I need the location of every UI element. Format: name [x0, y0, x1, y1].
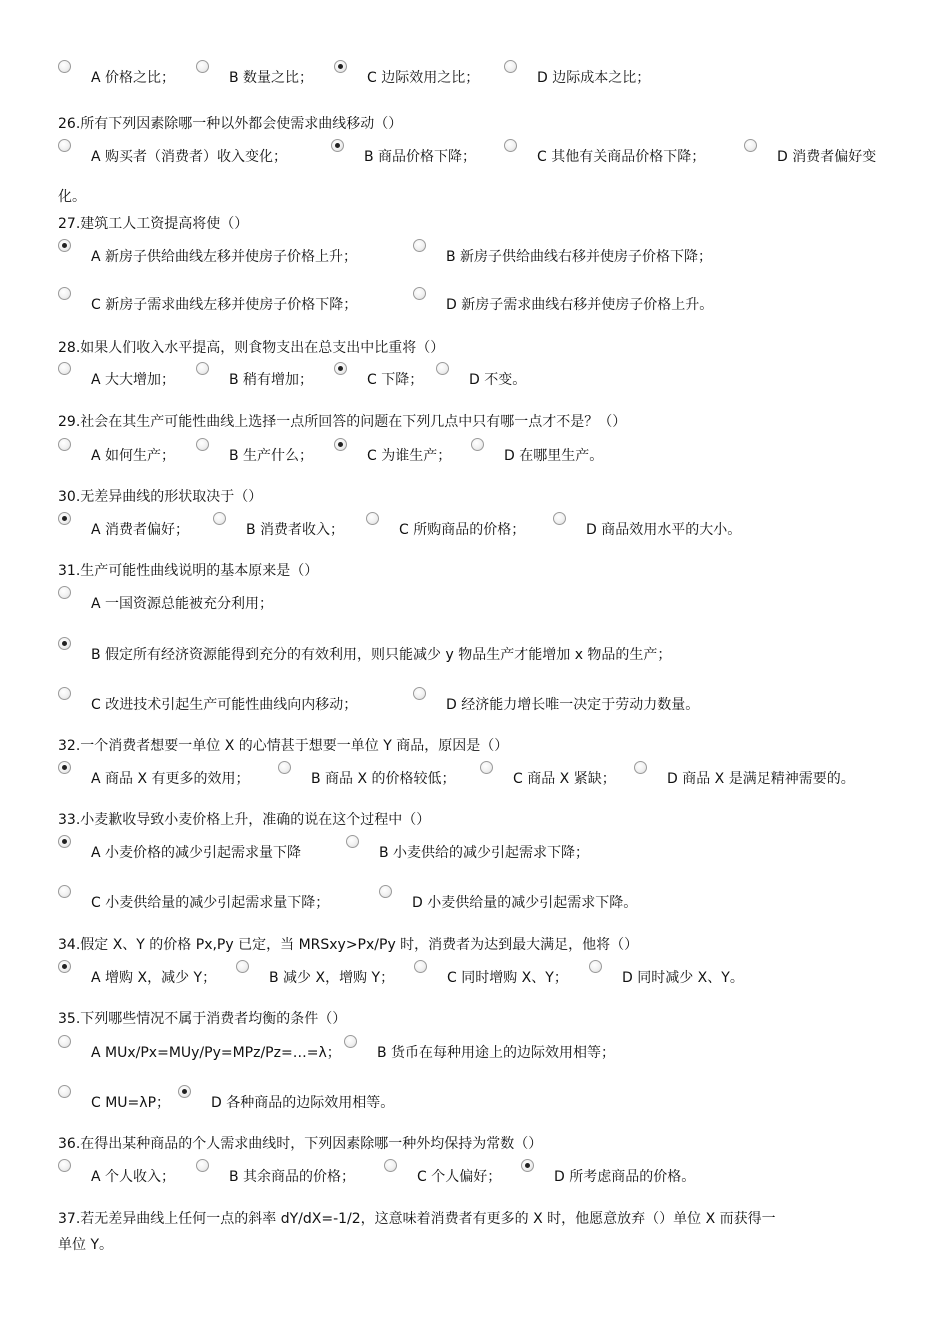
radio-checked-icon[interactable]	[58, 239, 71, 252]
option-label: A 一国资源总能被充分利用；	[91, 596, 274, 612]
option-label: B 新房子供给曲线右移并使房子价格下降；	[446, 249, 713, 265]
option-label: B 货币在每种用途上的边际效用相等；	[377, 1045, 616, 1061]
option-label: A 如何生产；	[91, 448, 176, 464]
question-title: 34.假定 X、Y 的价格 Px,Py 已定，当 MRSxy>Px/Py 时，消费者为达到最大满足，他将（）	[58, 937, 639, 953]
radio-unchecked-icon[interactable]	[504, 60, 517, 73]
radio-unchecked-icon[interactable]	[384, 1159, 397, 1172]
radio-checked-icon[interactable]	[334, 362, 347, 375]
option-label: B 生产什么；	[229, 448, 314, 464]
option-label: A 个人收入；	[91, 1169, 176, 1185]
radio-checked-icon[interactable]	[58, 835, 71, 848]
option-label: B 数量之比；	[229, 70, 314, 86]
question-title: 26.所有下列因素除哪一种以外都会使需求曲线移动（）	[58, 116, 403, 132]
question-title: 37.若无差异曲线上任何一点的斜率 dY/dX=-1/2，这意味着消费者有更多的 X 时，他愿意放弃（）单位 X 而获得一	[58, 1211, 776, 1227]
option-label: C 小麦供给量的减少引起需求量下降；	[91, 895, 330, 911]
option-label: A 大大增加；	[91, 372, 176, 388]
option-label: A 购买者（消费者）收入变化；	[91, 149, 288, 165]
option-label: C 其他有关商品价格下降；	[537, 149, 706, 165]
radio-unchecked-icon[interactable]	[413, 239, 426, 252]
text-continuation: 单位 Y。	[58, 1237, 114, 1253]
radio-unchecked-icon[interactable]	[346, 835, 359, 848]
radio-unchecked-icon[interactable]	[58, 885, 71, 898]
radio-unchecked-icon[interactable]	[344, 1035, 357, 1048]
radio-unchecked-icon[interactable]	[436, 362, 449, 375]
option-label: D 同时减少 X、Y。	[622, 970, 744, 986]
radio-checked-icon[interactable]	[334, 438, 347, 451]
question-title: 35.下列哪些情况不属于消费者均衡的条件（）	[58, 1011, 347, 1027]
option-label: D 不变。	[469, 372, 527, 388]
question-title: 28.如果人们收入水平提高，则食物支出在总支出中比重将（）	[58, 340, 445, 356]
option-label: B 商品价格下降；	[364, 149, 477, 165]
option-label: A 消费者偏好；	[91, 522, 190, 538]
option-label: C 所购商品的价格；	[399, 522, 526, 538]
question-title: 32.一个消费者想要一单位 X 的心情甚于想要一单位 Y 商品，原因是（）	[58, 738, 509, 754]
option-label: D 边际成本之比；	[537, 70, 651, 86]
radio-checked-icon[interactable]	[58, 637, 71, 650]
option-label: A 新房子供给曲线左移并使房子价格上升；	[91, 249, 358, 265]
question-title: 27.建筑工人工资提高将使（）	[58, 216, 249, 232]
option-label: B 消费者收入；	[246, 522, 345, 538]
radio-unchecked-icon[interactable]	[58, 139, 71, 152]
radio-unchecked-icon[interactable]	[58, 362, 71, 375]
radio-unchecked-icon[interactable]	[504, 139, 517, 152]
radio-unchecked-icon[interactable]	[196, 362, 209, 375]
radio-unchecked-icon[interactable]	[589, 960, 602, 973]
radio-unchecked-icon[interactable]	[379, 885, 392, 898]
radio-unchecked-icon[interactable]	[58, 438, 71, 451]
radio-unchecked-icon[interactable]	[213, 512, 226, 525]
option-label: B 减少 X，增购 Y；	[269, 970, 395, 986]
radio-unchecked-icon[interactable]	[58, 1035, 71, 1048]
option-label: D 在哪里生产。	[504, 448, 604, 464]
radio-unchecked-icon[interactable]	[58, 586, 71, 599]
option-label: C 下降；	[367, 372, 424, 388]
radio-unchecked-icon[interactable]	[58, 1159, 71, 1172]
radio-unchecked-icon[interactable]	[58, 287, 71, 300]
option-label: B 假定所有经济资源能得到充分的有效利用，则只能减少 y 物品生产才能增加 x 物品的生产；	[91, 647, 672, 663]
option-label: B 稍有增加；	[229, 372, 314, 388]
radio-checked-icon[interactable]	[58, 761, 71, 774]
radio-checked-icon[interactable]	[334, 60, 347, 73]
radio-unchecked-icon[interactable]	[414, 960, 427, 973]
radio-checked-icon[interactable]	[331, 139, 344, 152]
option-label: C 边际效用之比；	[367, 70, 480, 86]
radio-unchecked-icon[interactable]	[553, 512, 566, 525]
option-label: D 小麦供给量的减少引起需求下降。	[412, 895, 638, 911]
option-label: B 小麦供给的减少引起需求下降；	[379, 845, 590, 861]
option-label: D 经济能力增长唯一决定于劳动力数量。	[446, 697, 700, 713]
option-label: D 各种商品的边际效用相等。	[211, 1095, 395, 1111]
option-label: C 新房子需求曲线左移并使房子价格下降；	[91, 297, 358, 313]
radio-unchecked-icon[interactable]	[236, 960, 249, 973]
option-label: D 消费者偏好变	[777, 149, 877, 165]
option-label: A MUx/Px=MUy/Py=MPz/Pz=…=λ；	[91, 1045, 341, 1061]
option-label: C 为谁生产；	[367, 448, 452, 464]
radio-checked-icon[interactable]	[178, 1085, 191, 1098]
option-label: A 小麦价格的减少引起需求量下降	[91, 845, 302, 861]
option-label: A 增购 X，减少 Y；	[91, 970, 217, 986]
radio-unchecked-icon[interactable]	[196, 438, 209, 451]
question-title: 30.无差异曲线的形状取决于（）	[58, 489, 263, 505]
radio-unchecked-icon[interactable]	[413, 687, 426, 700]
option-label: C 商品 X 紧缺；	[513, 771, 616, 787]
option-label: A 商品 X 有更多的效用；	[91, 771, 250, 787]
option-label: D 商品效用水平的大小。	[586, 522, 742, 538]
option-label: D 商品 X 是满足精神需要的。	[667, 771, 855, 787]
option-label: B 其余商品的价格；	[229, 1169, 356, 1185]
radio-unchecked-icon[interactable]	[58, 1085, 71, 1098]
radio-unchecked-icon[interactable]	[413, 287, 426, 300]
radio-unchecked-icon[interactable]	[278, 761, 291, 774]
option-label: B 商品 X 的价格较低；	[311, 771, 456, 787]
text-continuation: 化。	[58, 189, 86, 205]
radio-unchecked-icon[interactable]	[366, 512, 379, 525]
radio-unchecked-icon[interactable]	[471, 438, 484, 451]
radio-unchecked-icon[interactable]	[58, 60, 71, 73]
option-label: C 个人偏好；	[417, 1169, 502, 1185]
option-label: C 改进技术引起生产可能性曲线向内移动；	[91, 697, 358, 713]
radio-unchecked-icon[interactable]	[480, 761, 493, 774]
radio-checked-icon[interactable]	[521, 1159, 534, 1172]
option-label: C 同时增购 X、Y；	[447, 970, 568, 986]
radio-unchecked-icon[interactable]	[196, 60, 209, 73]
option-label: A 价格之比；	[91, 70, 176, 86]
option-label: D 新房子需求曲线右移并使房子价格上升。	[446, 297, 714, 313]
question-title: 29.社会在其生产可能性曲线上选择一点所回答的问题在下列几点中只有哪一点才不是？（）	[58, 414, 627, 430]
radio-checked-icon[interactable]	[58, 960, 71, 973]
question-title: 36.在得出某种商品的个人需求曲线时，下列因素除哪一种外均保持为常数（）	[58, 1136, 543, 1152]
radio-unchecked-icon[interactable]	[634, 761, 647, 774]
radio-checked-icon[interactable]	[58, 512, 71, 525]
question-title: 33.小麦歉收导致小麦价格上升，准确的说在这个过程中（）	[58, 812, 431, 828]
option-label: C MU=λP；	[91, 1095, 171, 1111]
radio-unchecked-icon[interactable]	[744, 139, 757, 152]
option-label: D 所考虑商品的价格。	[554, 1169, 696, 1185]
question-title: 31.生产可能性曲线说明的基本原来是（）	[58, 563, 319, 579]
radio-unchecked-icon[interactable]	[58, 687, 71, 700]
radio-unchecked-icon[interactable]	[196, 1159, 209, 1172]
